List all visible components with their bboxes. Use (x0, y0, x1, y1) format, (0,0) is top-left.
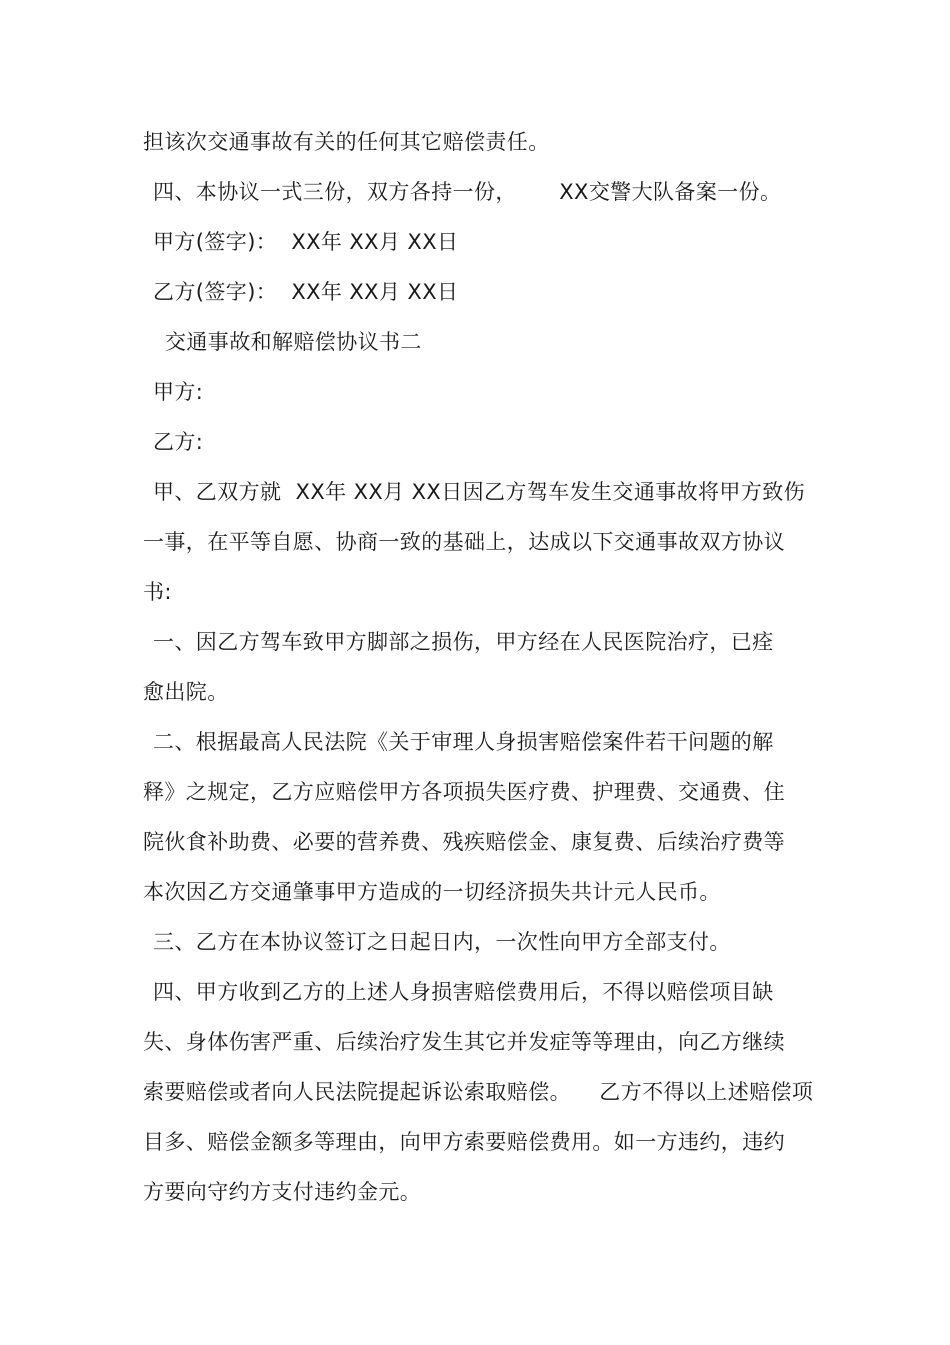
clause-four-line-5: 方要向守约方支付违约金元。 (143, 1180, 422, 1204)
clause-two-line-4: 本次因乙方交通肇事甲方造成的一切经济损失共计元人民币。 (143, 880, 721, 904)
clause-four-line-1: 四、甲方收到乙方的上述人身损害赔偿费用后，不得以赔偿项目缺 (153, 980, 774, 1004)
clause-three: 三、乙方在本协议签订之日起日内，一次性向甲方全部支付。 (153, 930, 731, 954)
clause-two-line-1: 二、根据最高人民法院《关于审理人身损害赔偿案件若干问题的解 (153, 730, 774, 754)
clause-two-line-2: 释》之规定，乙方应赔偿甲方各项损失医疗费、护理费、交通费、住 (143, 780, 785, 804)
clause-four-line-2: 失、身体伤害严重、后续治疗发生其它并发症等等理由，向乙方继续 (143, 1030, 785, 1054)
party-b-label: 乙方: (153, 430, 204, 454)
preamble-line-3: 书: (143, 580, 172, 604)
clause-four-line-4: 目多、赔偿金额多等理由，向甲方索要赔偿费用。如一方违约，违约 (143, 1130, 785, 1154)
party-a-signature-line: 甲方(签字)： XX年 XX月 XX日 (153, 230, 459, 254)
party-b-signature-line: 乙方(签字)： XX年 XX月 XX日 (153, 280, 459, 304)
clause-one-line-2: 愈出院。 (143, 680, 229, 704)
text-line-continuation: 担该次交通事故有关的任何其它赔偿责任。 (143, 130, 550, 154)
preamble-line-1: 甲、乙双方就 XX年 XX月 XX日因乙方驾车发生交通事故将甲方致伤 (153, 480, 806, 504)
clause-one-line-1: 一、因乙方驾车致甲方脚部之损伤，甲方经在人民医院治疗，已痊 (153, 630, 774, 654)
clause-four-copies: 四、本协议一式三份，双方各持一份， XX交警大队备案一份。 (153, 180, 782, 204)
agreement-two-title: 交通事故和解赔偿协议书二 (165, 330, 422, 354)
clause-four-line-3: 索要赔偿或者向人民法院提起诉讼索取赔偿。 乙方不得以上述赔偿项 (143, 1080, 814, 1104)
party-a-label: 甲方: (153, 380, 204, 404)
clause-two-line-3: 院伙食补助费、必要的营养费、残疾赔偿金、康复费、后续治疗费等 (143, 830, 785, 854)
preamble-line-2: 一事，在平等自愿、协商一致的基础上，达成以下交通事故双方协议 (143, 530, 785, 554)
